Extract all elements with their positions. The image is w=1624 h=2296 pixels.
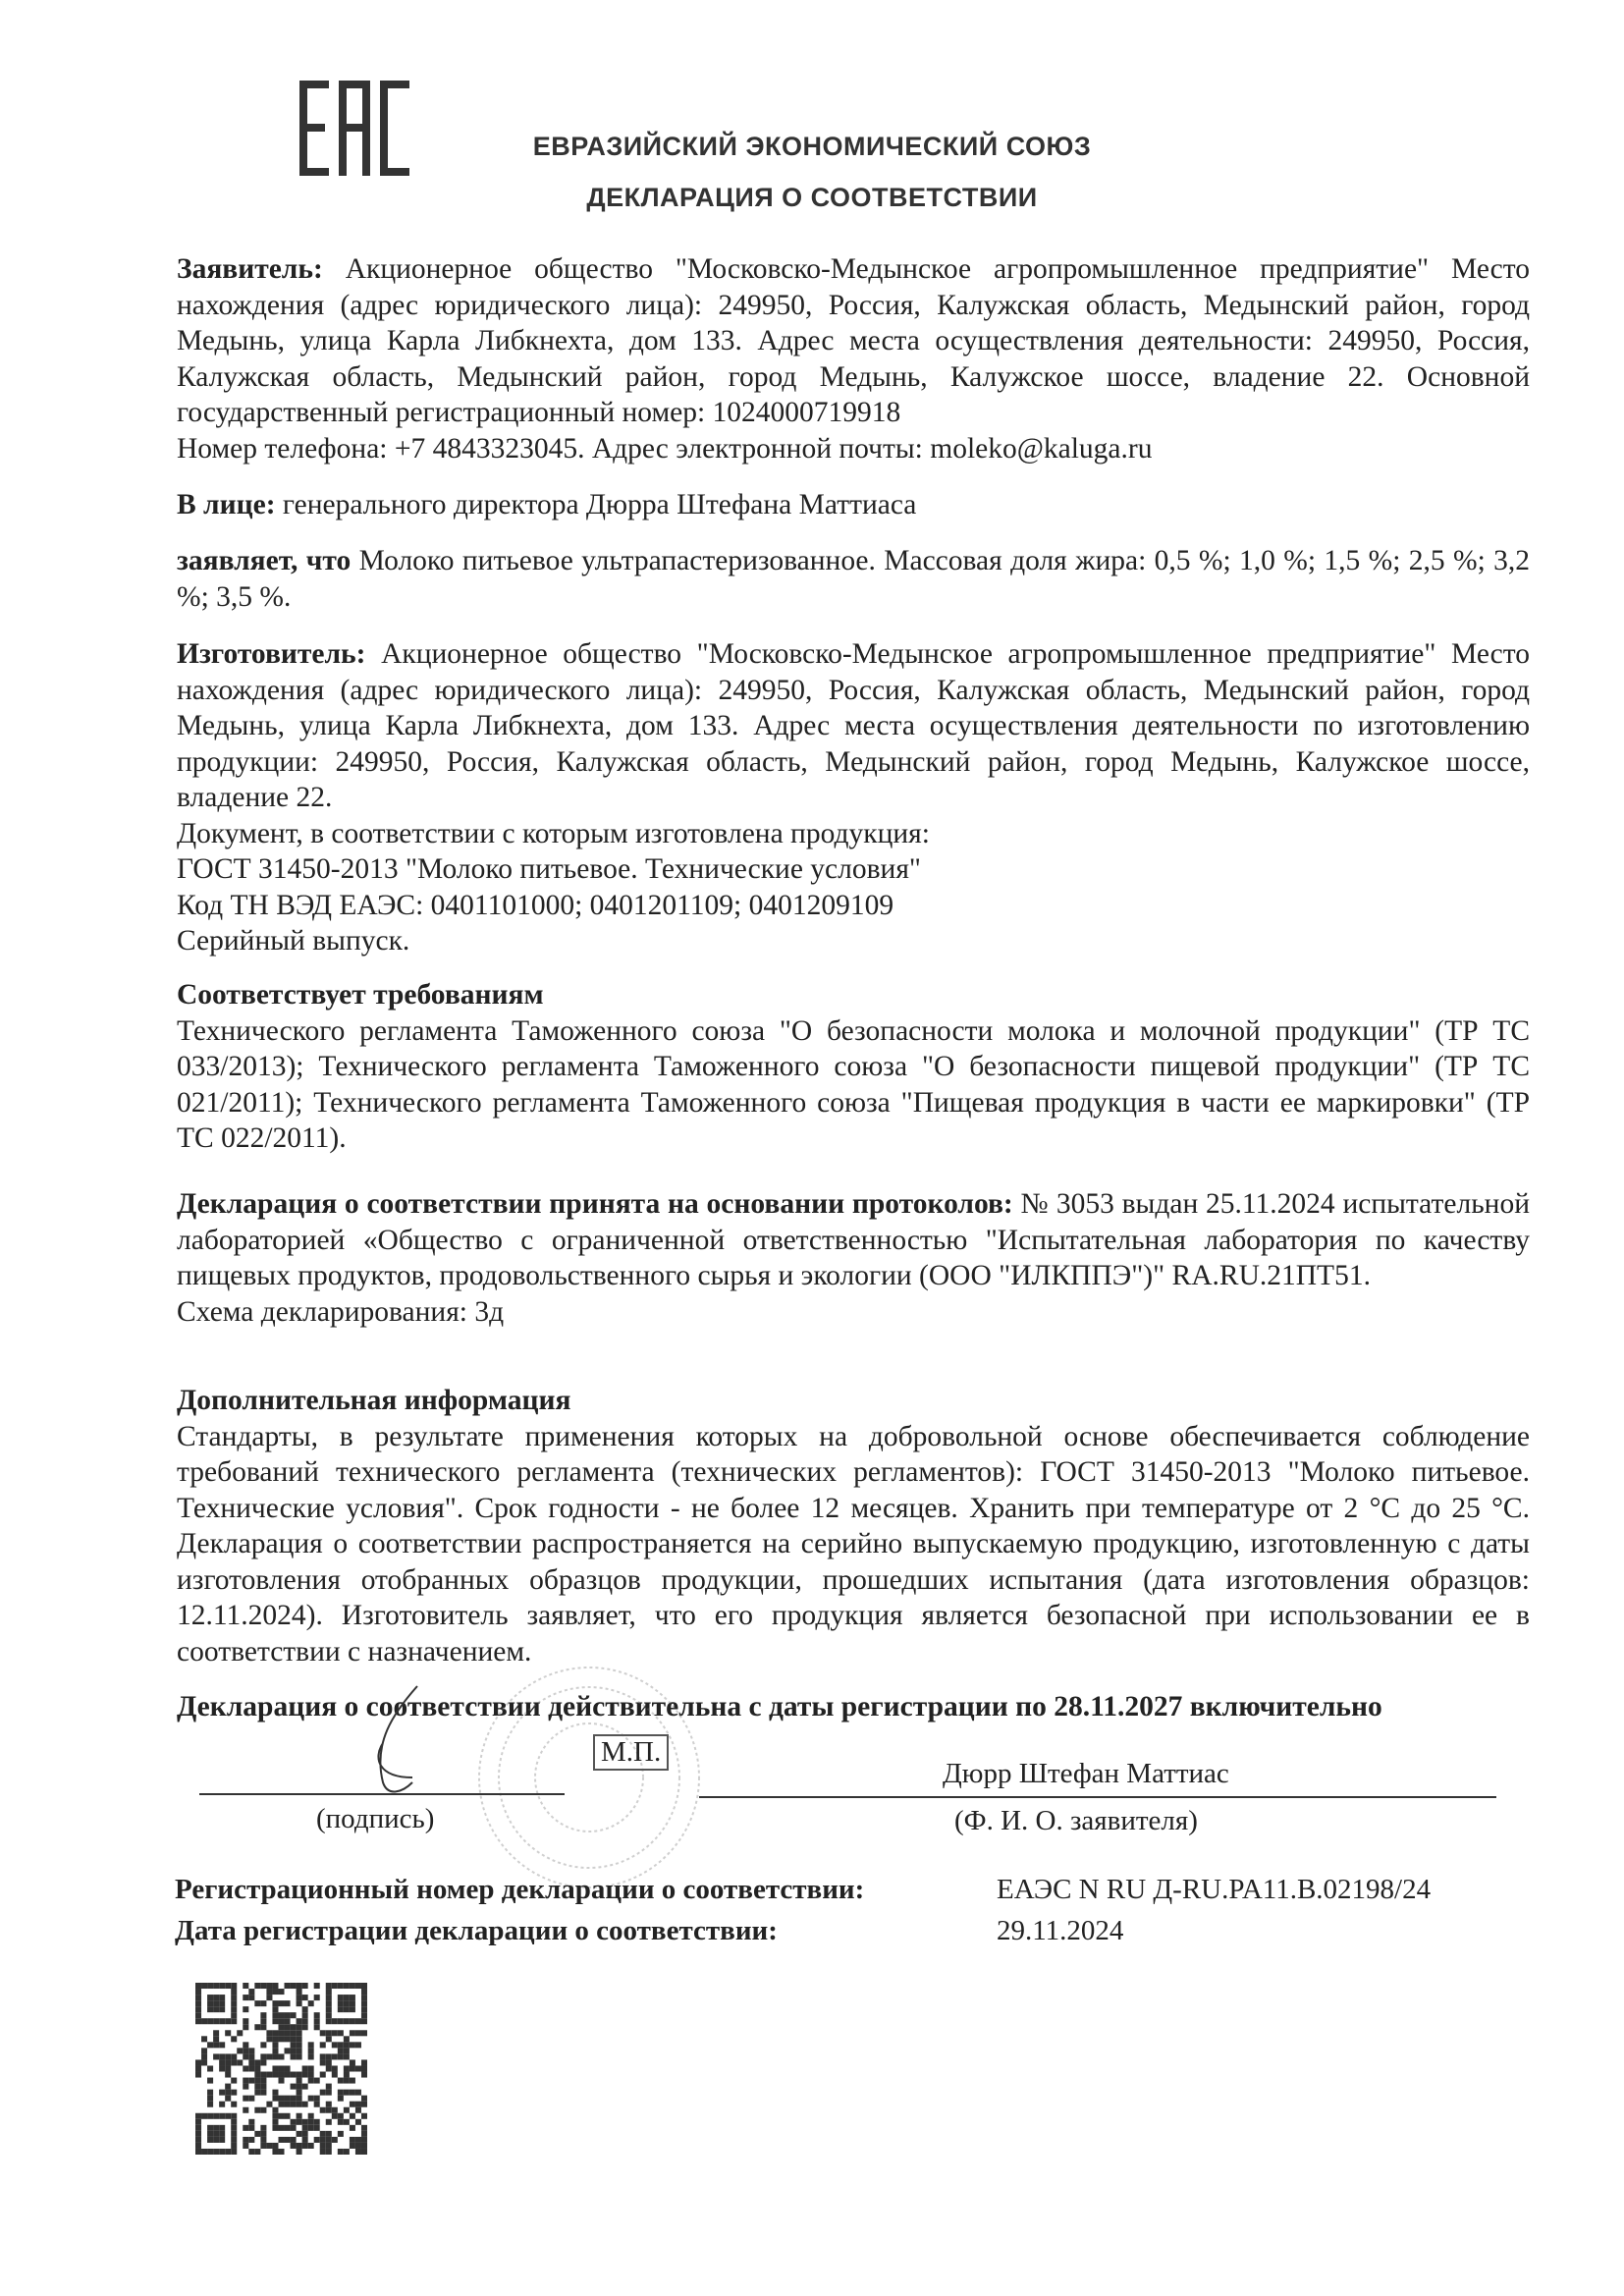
validity-statement: Декларация о соответствии действительна с даты регистрации по 28.11.2027 включительно — [177, 1691, 1382, 1722]
additional-label: Дополнительная информация — [177, 1385, 571, 1416]
signature-line — [199, 1793, 565, 1795]
seal-stamp — [471, 1660, 707, 1895]
registration-date-label: Дата регистрации декларации о соответствии: — [175, 1915, 778, 1946]
document-title: ДЕКЛАРАЦИЯ О СООТВЕТСТВИИ — [586, 183, 1038, 212]
signature — [353, 1684, 491, 1802]
applicant-section — [177, 251, 1530, 466]
signature-caption: (подпись) — [316, 1803, 435, 1834]
basis-text: № 3053 выдан 25.11.2024 испытательной лабораторией «Общество с ограниченной ответственностью "Испытательная лаборатория по качеству пищевых продуктов, продовольственного сырья и экологии (ООО "ИЛКППЭ")" RA.RU.21ПТ51. — [177, 1188, 1530, 1291]
signer-name: Дюрр Штефан Маттиас — [943, 1758, 1229, 1789]
declares-label: заявляет, что — [177, 545, 352, 576]
basis-label: Декларация о соответствии принята на основании протоколов: — [177, 1188, 1013, 1220]
manufacturer-code: Код ТН ВЭД ЕАЭС: 0401101000; 0401201109; 0401209109 — [177, 889, 894, 921]
union-heading: ЕВРАЗИЙСКИЙ ЭКОНОМИЧЕСКИЙ СОЮЗ — [532, 132, 1092, 161]
additional-text: Стандарты, в результате применения которых на добровольной основе обеспечивается соблюдение требований технического регламента (технических регламентов): ГОСТ 31450-2013 "Молоко питьевое. Технические условия". Срок годности - не более 12 месяцев. Хранить при температуре от 2 °С до 25 °С. Декларация о соответствии распространяется на серийно выпускаемую продукцию, изготовленную с даты изготовления отобранных образцов продукции, прошедших испытания (дата изготовления образцов: 12.11.2024). Изготовитель заявляет, что его продукция является безопасной при использовании ее в соответствии с назначением. — [177, 1420, 1530, 1667]
represented-section — [177, 487, 1530, 523]
manufacturer-text: Акционерное общество "Московско-Медынское агропромышленное предприятие" Место нахождения (адрес юридического лица): 249950, Россия, Калужская область, Медынский район, город Медынь, улица Карла Либкнехта, дом 133. Адрес места осуществления деятельности по изготовлению продукции: 249950, Россия, Калужская область, Медынский район, город Медынь, Калужское шоссе, владение 22. — [177, 638, 1531, 813]
basis-scheme: Схема декларирования: 3д — [177, 1295, 505, 1328]
name-line — [699, 1796, 1496, 1798]
name-caption: (Ф. И. О. заявителя) — [954, 1805, 1198, 1836]
declares-section — [177, 543, 1530, 615]
manufacturer-doc-label: Документ, в соответствии с которым изготовлена продукция: — [177, 817, 930, 849]
requirements-label: Соответствует требованиям — [177, 979, 544, 1011]
manufacturer-section — [177, 636, 1530, 959]
registration-date: 29.11.2024 — [997, 1915, 1124, 1946]
applicant-text: Акционерное общество "Московско-Медынское агропромышленное предприятие" Место нахождения (адрес юридического лица): 249950, Россия, Калужская область, Медынский район, город Медынь, улица Карла Либкнехта, дом 133. Адрес места осуществления деятельности: 249950, Россия, Калужская область, Медынский район, город Медынь, Калужское шоссе, владение 22. Основной государственный регистрационный номер: 1024000719918 — [177, 253, 1530, 428]
applicant-label: Заявитель: — [177, 253, 323, 285]
basis-section — [177, 1186, 1530, 1330]
declares-text: Молоко питьевое ультрапастеризованное. Массовая доля жира: 0,5 %; 1,0 %; 1,5 %; 2,5 %; 3,2 %; 3,5 %. — [177, 545, 1531, 613]
requirements-text: Технического регламента Таможенного союза "О безопасности молока и молочной продукции" (ТР ТС 033/2013); Технического регламента Таможенного союза "О безопасности пищевой продукции" (ТР ТС 021/2011); Технического регламента Таможенного союза "Пищевая продукция в части ее маркировки" (ТР ТС 022/2011). — [177, 1014, 1530, 1154]
registration-number-label: Регистрационный номер декларации о соответствии: — [175, 1874, 865, 1905]
registration-number: ЕАЭС N RU Д-RU.PA11.B.02198/24 — [997, 1874, 1432, 1905]
requirements-section — [177, 977, 1530, 1157]
additional-section — [177, 1383, 1530, 1669]
applicant-contacts: Номер телефона: +7 4843323045. Адрес электронной почты: moleko@kaluga.ru — [177, 432, 1153, 465]
stamp-place-label: М.П. — [593, 1734, 669, 1771]
manufacturer-series: Серийный выпуск. — [177, 925, 410, 957]
qr-code[interactable] — [194, 1983, 368, 2155]
manufacturer-doc: ГОСТ 31450-2013 "Молоко питьевое. Технические условия" — [177, 853, 921, 885]
manufacturer-label: Изготовитель: — [177, 638, 366, 670]
represented-text: генерального директора Дюрра Штефана Маттиаса — [282, 489, 917, 520]
represented-label: В лице: — [177, 489, 276, 520]
